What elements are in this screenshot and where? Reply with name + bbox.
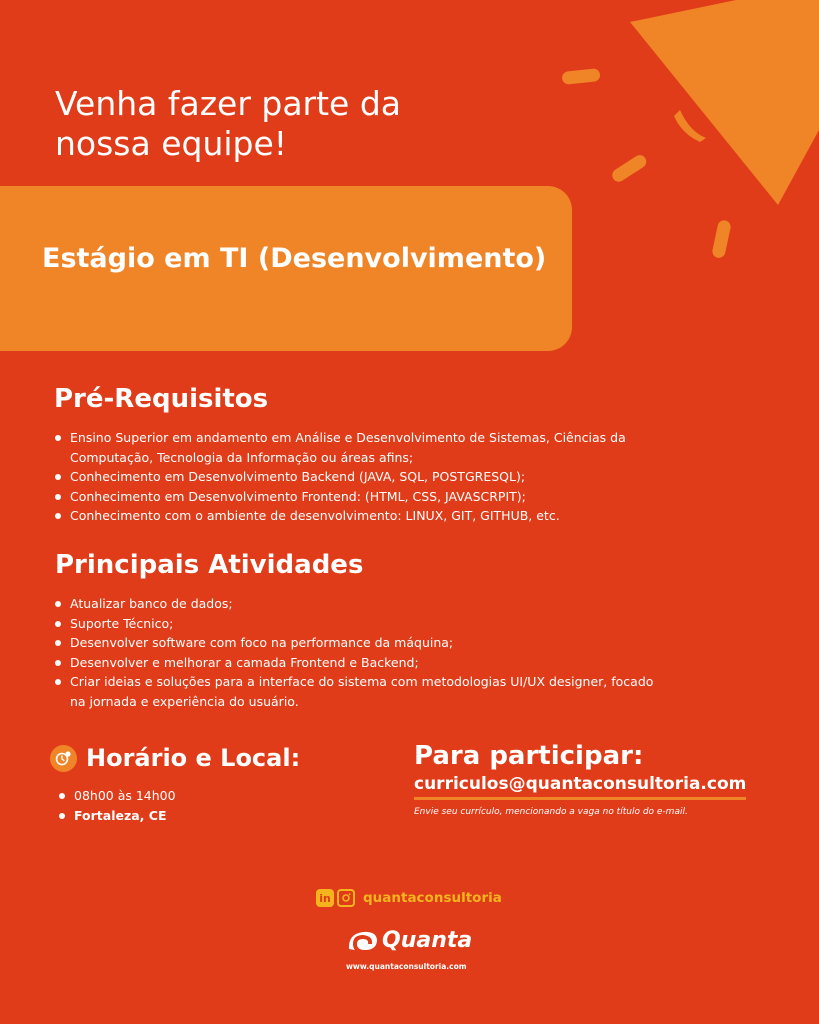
- social-links: [316, 889, 502, 907]
- quanta-logo-icon: [346, 929, 380, 953]
- email-link[interactable]: curriculos@quantaconsultoria.com: [414, 774, 746, 800]
- brand-name: Quanta: [382, 928, 473, 953]
- brand-logo: [346, 928, 472, 953]
- list-item: Desenvolver software com foco na performance da máquina;: [54, 633, 654, 653]
- activities-title: Principais Atividades: [55, 550, 364, 580]
- list-item: Ensino Superior em andamento em Análise e Desenvolvimento de Sistemas, Ciências da Computação, Tecnologia da Informação ou áreas afins;: [54, 428, 654, 467]
- activities-list: [54, 594, 654, 711]
- prerequisites-title: Pré-Requisitos: [54, 384, 269, 414]
- social-handle[interactable]: quantaconsultoria: [363, 890, 502, 906]
- list-item: Desenvolver e melhorar a camada Frontend e Backend;: [54, 653, 654, 673]
- brand-url[interactable]: www.quantaconsultoria.com: [346, 962, 467, 971]
- list-item: Atualizar banco de dados;: [54, 594, 654, 614]
- schedule-header: [50, 744, 300, 772]
- schedule-title: Horário e Local:: [86, 744, 301, 772]
- clock-location-icon: [50, 745, 77, 772]
- apply-note: Envie seu currículo, mencionando a vaga no título do e-mail.: [414, 807, 688, 817]
- schedule-list: [58, 786, 176, 825]
- instagram-icon[interactable]: [337, 889, 355, 907]
- job-title: Estágio em TI (Desenvolvimento): [42, 243, 547, 274]
- linkedin-icon[interactable]: in: [316, 889, 334, 907]
- list-item: Suporte Técnico;: [54, 614, 654, 634]
- megaphone-illustration: [540, 0, 819, 270]
- list-item: Conhecimento com o ambiente de desenvolvimento: LINUX, GIT, GITHUB, etc.: [54, 506, 654, 526]
- list-item: Conhecimento em Desenvolvimento Frontend: (HTML, CSS, JAVASCRPIT);: [54, 487, 654, 507]
- schedule-hours: 08h00 às 14h00: [58, 786, 176, 806]
- headline: Venha fazer parte da nossa equipe!: [55, 84, 402, 163]
- list-item: Conhecimento em Desenvolvimento Backend (JAVA, SQL, POSTGRESQL);: [54, 467, 654, 487]
- prerequisites-list: [54, 428, 654, 526]
- schedule-location: Fortaleza, CE: [58, 806, 176, 826]
- list-item: Criar ideias e soluções para a interface do sistema com metodologias UI/UX designer, focado na jornada e experiência do usuário.: [54, 672, 654, 711]
- apply-title: Para participar:: [414, 741, 644, 771]
